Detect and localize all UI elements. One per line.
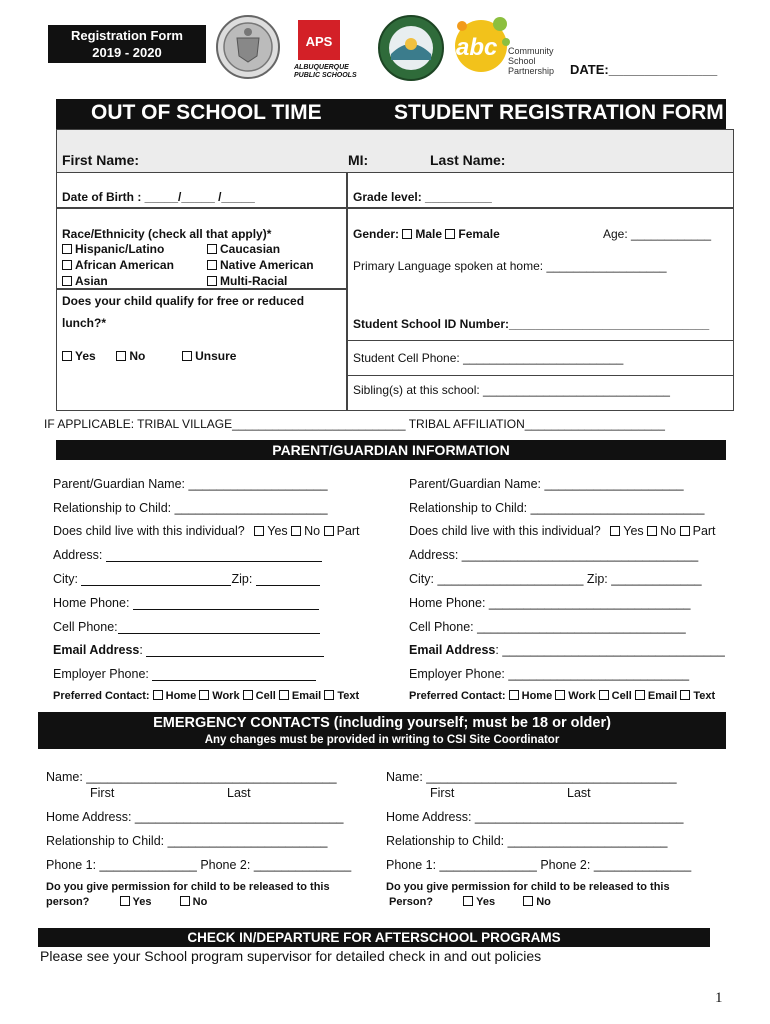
contact-label: Email bbox=[291, 690, 322, 702]
race-label: Native American bbox=[220, 258, 314, 272]
siblings-field[interactable]: Sibling(s) at this school: ____________________________ bbox=[353, 383, 670, 397]
yes-label: Yes bbox=[132, 896, 152, 908]
yes-checkbox[interactable] bbox=[120, 896, 130, 906]
male-checkbox[interactable] bbox=[402, 229, 412, 239]
employer-label: Employer Phone: bbox=[53, 667, 153, 681]
part-label: Part bbox=[692, 524, 716, 538]
yes-label: Yes bbox=[476, 896, 496, 908]
home-checkbox[interactable] bbox=[153, 690, 163, 700]
parent2-lives-with[interactable] bbox=[409, 524, 716, 538]
lunch-yes-checkbox[interactable] bbox=[62, 351, 72, 361]
cell-phone-label: Cell Phone: bbox=[53, 620, 118, 634]
contact-label: Text bbox=[337, 690, 360, 702]
lunch-no-label: No bbox=[129, 349, 146, 363]
last-name-field[interactable]: Last Name: bbox=[430, 152, 506, 168]
parent2-name-field[interactable]: Parent/Guardian Name: ____________________ bbox=[409, 477, 684, 491]
grade-field[interactable]: Grade level: __________ bbox=[353, 190, 492, 204]
abc-letters: abc bbox=[456, 34, 498, 61]
lunch-unsure-label: Unsure bbox=[195, 349, 237, 363]
age-field[interactable]: Age: ____________ bbox=[603, 227, 712, 241]
contact-label: Cell bbox=[611, 690, 632, 702]
emergency1-relationship-field[interactable]: Relationship to Child: _______________________ bbox=[46, 834, 328, 848]
part-label: Part bbox=[336, 524, 360, 538]
parent2-email-field[interactable] bbox=[409, 643, 725, 657]
lunch-unsure-checkbox[interactable] bbox=[182, 351, 192, 361]
emergency1-address-field[interactable]: Home Address: ______________________________ bbox=[46, 810, 344, 824]
zip-label: Zip: bbox=[231, 572, 256, 586]
race-option-native-american[interactable] bbox=[207, 258, 314, 272]
no-checkbox[interactable] bbox=[180, 896, 190, 906]
free-lunch-question: Does your child qualify for free or reduced bbox=[62, 294, 305, 308]
race-option-multi-racial[interactable] bbox=[207, 274, 287, 288]
preferred-label: Preferred Contact: bbox=[409, 690, 506, 702]
text-checkbox[interactable] bbox=[680, 690, 690, 700]
email-checkbox[interactable] bbox=[635, 690, 645, 700]
aps-logo bbox=[294, 18, 366, 82]
first-name-field[interactable]: First Name: bbox=[62, 152, 140, 168]
parent1-preferred-contact[interactable] bbox=[53, 690, 359, 702]
parent1-email-field[interactable] bbox=[53, 643, 324, 657]
work-checkbox[interactable] bbox=[555, 690, 565, 700]
aps-text bbox=[294, 64, 357, 80]
emergency2-relationship-field[interactable]: Relationship to Child: _______________________ bbox=[386, 834, 668, 848]
checkbox[interactable] bbox=[207, 244, 217, 254]
parent1-lives-with[interactable] bbox=[53, 524, 360, 538]
no-label: No bbox=[304, 524, 321, 538]
email-blank: : ________________________________ bbox=[495, 643, 725, 657]
title-right: STUDENT REGISTRATION FORM bbox=[394, 101, 724, 124]
male-label: Male bbox=[415, 227, 443, 241]
parent1-cell-phone-field[interactable] bbox=[53, 620, 320, 634]
email-label: Email Address bbox=[53, 643, 140, 657]
parent2-cell-phone-field[interactable]: Cell Phone: ______________________________ bbox=[409, 620, 686, 634]
checkbox[interactable] bbox=[207, 276, 217, 286]
lives-with-question: Does child live with this individual? bbox=[53, 524, 245, 538]
email-colon: : bbox=[139, 643, 147, 657]
no-label: No bbox=[536, 896, 551, 908]
no-checkbox[interactable] bbox=[523, 896, 533, 906]
yes-checkbox[interactable] bbox=[254, 526, 264, 536]
csp-line1: Community bbox=[508, 46, 554, 56]
district-seal-logo bbox=[215, 14, 281, 80]
checkbox[interactable] bbox=[207, 260, 217, 270]
race-label: Caucasian bbox=[220, 242, 281, 256]
contact-label: Text bbox=[693, 690, 716, 702]
cell-checkbox[interactable] bbox=[599, 690, 609, 700]
parent2-relationship-field[interactable]: Relationship to Child: _________________________ bbox=[409, 501, 705, 515]
parent2-address-field[interactable]: Address: __________________________________ bbox=[409, 548, 699, 562]
free-lunch-question-2: lunch?* bbox=[62, 316, 106, 330]
checkbox[interactable] bbox=[62, 260, 72, 270]
emergency1-phones-field[interactable]: Phone 1: ______________ Phone 2: ______________ bbox=[46, 858, 352, 872]
row-sep-4 bbox=[347, 375, 733, 376]
parent2-preferred-contact[interactable] bbox=[409, 690, 715, 702]
race-option-caucasian[interactable] bbox=[207, 242, 280, 256]
gender-field[interactable] bbox=[353, 227, 500, 241]
aps-badge: APS bbox=[298, 20, 340, 60]
parent2-city-zip-field[interactable]: City: _____________________ Zip: _____________ bbox=[409, 572, 702, 586]
parent2-home-phone-field[interactable]: Home Phone: _____________________________ bbox=[409, 596, 691, 610]
parent1-relationship-field[interactable]: Relationship to Child: ______________________ bbox=[53, 501, 328, 515]
parent1-city-zip-field[interactable] bbox=[53, 572, 320, 586]
row-sep-3 bbox=[347, 340, 733, 341]
mi-field[interactable]: MI: bbox=[348, 152, 369, 168]
race-option-african-american[interactable] bbox=[62, 258, 174, 272]
race-label: Multi-Racial bbox=[220, 274, 288, 288]
contact-label: Cell bbox=[255, 690, 276, 702]
aps-line2: PUBLIC SCHOOLS bbox=[294, 72, 357, 79]
contact-label: Work bbox=[568, 690, 596, 702]
free-lunch-options[interactable] bbox=[62, 349, 236, 363]
parent1-employer-field[interactable] bbox=[53, 667, 316, 681]
title-left: OUT OF SCHOOL TIME bbox=[91, 101, 322, 124]
yes-label: Yes bbox=[623, 524, 644, 538]
yes-checkbox[interactable] bbox=[610, 526, 620, 536]
contact-label: Home bbox=[521, 690, 553, 702]
page-number: 1 bbox=[715, 990, 723, 1006]
race-option-asian[interactable] bbox=[62, 274, 108, 288]
emergency2-phones-field[interactable]: Phone 1: ______________ Phone 2: ______________ bbox=[386, 858, 692, 872]
email-checkbox[interactable] bbox=[279, 690, 289, 700]
emergency-section-header bbox=[38, 712, 726, 749]
community-circle-logo bbox=[377, 14, 445, 82]
no-checkbox[interactable] bbox=[647, 526, 657, 536]
contact-label: Work bbox=[212, 690, 240, 702]
row-sep-1 bbox=[57, 207, 733, 209]
emergency2-name-field[interactable]: Name: ____________________________________ bbox=[386, 770, 677, 784]
checkbox[interactable] bbox=[62, 244, 72, 254]
parent1-home-phone-field[interactable] bbox=[53, 596, 319, 610]
race-option-hispanic[interactable] bbox=[62, 242, 164, 256]
part-checkbox[interactable] bbox=[680, 526, 690, 536]
email-label: Email Address bbox=[409, 643, 496, 657]
yes-checkbox[interactable] bbox=[463, 896, 473, 906]
race-label: African American bbox=[75, 258, 174, 272]
school-id-field[interactable]: Student School ID Number:______________________________ bbox=[353, 317, 710, 331]
preferred-label: Preferred Contact: bbox=[53, 690, 150, 702]
gender-label: Gender: bbox=[353, 227, 400, 241]
city-label: City: bbox=[53, 572, 82, 586]
work-checkbox[interactable] bbox=[199, 690, 209, 700]
registration-form-label: Registration Form bbox=[71, 28, 183, 43]
no-label: No bbox=[660, 524, 677, 538]
name-row bbox=[57, 130, 733, 173]
emergency2-last-label: Last bbox=[567, 786, 591, 800]
home-checkbox[interactable] bbox=[509, 690, 519, 700]
contact-label: Home bbox=[165, 690, 197, 702]
checkin-note: Please see your School program supervisor for detailed check in and out policies bbox=[40, 948, 542, 964]
school-year-label: 2019 - 2020 bbox=[92, 45, 162, 60]
lives-with-question: Does child live with this individual? bbox=[409, 524, 601, 538]
female-label: Female bbox=[458, 227, 500, 241]
race-label: Asian bbox=[75, 274, 108, 288]
dob-field[interactable]: Date of Birth : _____/_____ /_____ bbox=[62, 190, 255, 204]
emergency-subtitle: Any changes must be provided in writing to CSI Site Coordinator bbox=[204, 734, 560, 746]
parent-section-header: PARENT/GUARDIAN INFORMATION bbox=[56, 440, 726, 460]
abc-partnership-logo bbox=[450, 12, 570, 82]
person-label: Person? bbox=[389, 896, 434, 908]
parent1-name-field[interactable]: Parent/Guardian Name: ____________________ bbox=[53, 477, 328, 491]
csp-line3: Partnership bbox=[508, 66, 555, 76]
registration-year-badge bbox=[48, 25, 206, 63]
date-field[interactable]: DATE:_______________ bbox=[570, 62, 718, 77]
tribal-field[interactable]: IF APPLICABLE: TRIBAL VILLAGE__________________________ TRIBAL AFFILIATION_____________________ bbox=[44, 417, 665, 431]
race-title: Race/Ethnicity (check all that apply)* bbox=[62, 227, 272, 241]
checkin-section-header: CHECK IN/DEPARTURE FOR AFTERSCHOOL PROGRAMS bbox=[38, 928, 710, 947]
language-field[interactable]: Primary Language spoken at home: __________________ bbox=[353, 259, 667, 273]
emergency2-address-field[interactable]: Home Address: ______________________________ bbox=[386, 810, 684, 824]
parent1-address-field[interactable] bbox=[53, 548, 322, 562]
title-bar bbox=[56, 99, 726, 129]
yes-label: Yes bbox=[267, 524, 288, 538]
emergency1-name-field[interactable]: Name: ____________________________________ bbox=[46, 770, 337, 784]
lunch-yes-label: Yes bbox=[75, 349, 96, 363]
home-phone-label: Home Phone: bbox=[53, 596, 133, 610]
parent2-employer-field[interactable]: Employer Phone: __________________________ bbox=[409, 667, 690, 681]
emergency-title: EMERGENCY CONTACTS (including yourself; must be 18 or older) bbox=[153, 715, 611, 731]
race-label: Hispanic/Latino bbox=[75, 242, 165, 256]
no-checkbox[interactable] bbox=[291, 526, 301, 536]
emergency2-first-label: First bbox=[430, 786, 455, 800]
checkbox[interactable] bbox=[62, 276, 72, 286]
csp-text bbox=[508, 46, 554, 76]
emergency2-permission-question: Do you give permission for child to be released to this bbox=[386, 881, 670, 893]
text-checkbox[interactable] bbox=[324, 690, 334, 700]
cell-checkbox[interactable] bbox=[243, 690, 253, 700]
female-checkbox[interactable] bbox=[445, 229, 455, 239]
emergency2-permission-options[interactable] bbox=[389, 896, 551, 908]
address-label: Address: bbox=[53, 548, 106, 562]
person-label: person? bbox=[46, 896, 90, 908]
emergency1-first-label: First bbox=[90, 786, 115, 800]
part-checkbox[interactable] bbox=[324, 526, 334, 536]
emergency1-permission-options[interactable] bbox=[46, 896, 207, 908]
student-cell-field[interactable]: Student Cell Phone: ________________________ bbox=[353, 351, 624, 365]
emergency1-last-label: Last bbox=[227, 786, 251, 800]
emergency1-permission-question: Do you give permission for child to be released to this bbox=[46, 881, 330, 893]
csp-line2: School bbox=[508, 56, 536, 66]
aps-line1: ALBUQUERQUE bbox=[294, 64, 349, 71]
lunch-no-checkbox[interactable] bbox=[116, 351, 126, 361]
row-sep-2 bbox=[57, 288, 347, 290]
contact-label: Email bbox=[647, 690, 678, 702]
no-label: No bbox=[192, 896, 208, 908]
